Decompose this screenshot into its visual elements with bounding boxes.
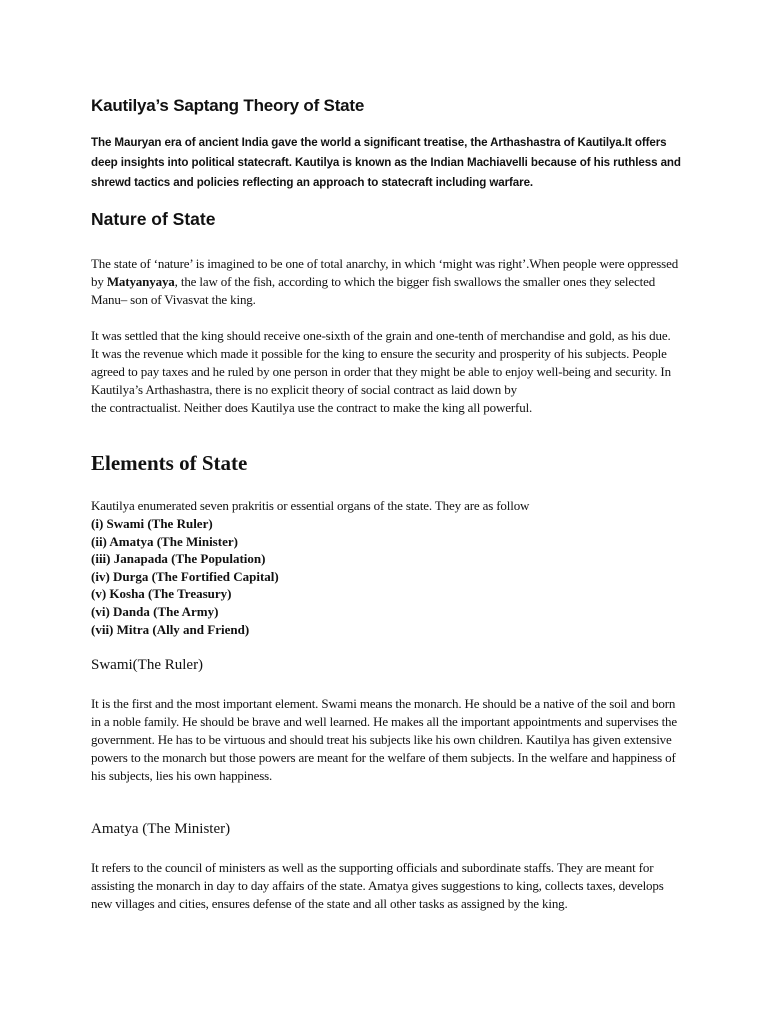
elements-intro: Kautilya enumerated seven prakritis or essential organs of the state. They are as follow [91,498,530,513]
list-item: (iii) Janapada (The Population) [91,551,266,567]
amatya-paragraph: It refers to the council of ministers as well as the supporting officials and subordinate staffs. They are meant for assisting the monarch in day to day affairs of the state. Amatya gives suggestions to king, collects taxes, develops new villages and cities, ensures defense of the state and all other tasks as assigned by the king. [91,860,664,911]
nature-heading: Nature of State [91,209,216,229]
nature-p1-text-after: , the law of the fish, according to which the bigger fish swallows the smaller ones they selected Manu– son of Vivasvat the king. [91,274,656,307]
amatya-heading: Amatya (The Minister) [91,821,231,837]
nature-p2-line-1: It was settled that the king should receive one-sixth of the grain and one-tenth of merchandise and gold, as his due. It was the revenue which made it possible for the king to ensure the security and prosperity of his subjects. People agreed to pay taxes and he ruled by one person in order that they might be able to enjoy well-being and security. In Kautilya’s Arthashastra, there is no explicit theory of social contract as laid down by [91,328,671,397]
swami-heading: Swami(The Ruler) [91,657,204,673]
list-item: (v) Kosha (The Treasury) [91,586,232,602]
nature-paragraph-1 [91,255,681,309]
swami-paragraph: It is the first and the most important element. Swami means the monarch. He should be a native of the soil and born in a noble family. He should be brave and well learned. He makes all the important appointments and supervises the government. He has to be virtuous and should treat his subjects like his own children. Kautilya has given extensive powers to the monarch but those powers are meant for the welfare of them subjects. In the welfare and happiness of his subjects, lies his own happiness. [91,696,678,783]
nature-p1-text-before: The state of ‘nature’ is imagined to be one of total anarchy, in which ‘might was right’.When people were oppressed by [91,256,679,289]
list-item: (vii) Mitra (Ally and Friend) [91,621,250,637]
intro-paragraph: The Mauryan era of ancient India gave the world a significant treatise, the Arthashastra of Kautilya.It offers deep insights into political statecraft. Kautilya is known as the Indian Machiavelli because of his ruthless and shrewd tactics and policies reflecting an approach to statecraft including warfare. [91,136,681,189]
matyanyaya-term: Matyanyaya [106,274,175,289]
document-title: Kautilya’s Saptang Theory of State [91,96,365,115]
nature-paragraph-2 [91,327,681,417]
list-item: (iv) Durga (The Fortified Capital) [91,568,279,584]
list-item: (i) Swami (The Ruler) [91,516,213,531]
list-item: (vi) Danda (The Army) [91,603,219,619]
elements-list [91,515,279,638]
elements-heading: Elements of State [91,451,248,475]
list-item: (ii) Amatya (The Minister) [91,533,238,549]
nature-p2-line-2: the contractualist. Neither does Kautilya use the contract to make the king all powerful. [91,400,533,415]
